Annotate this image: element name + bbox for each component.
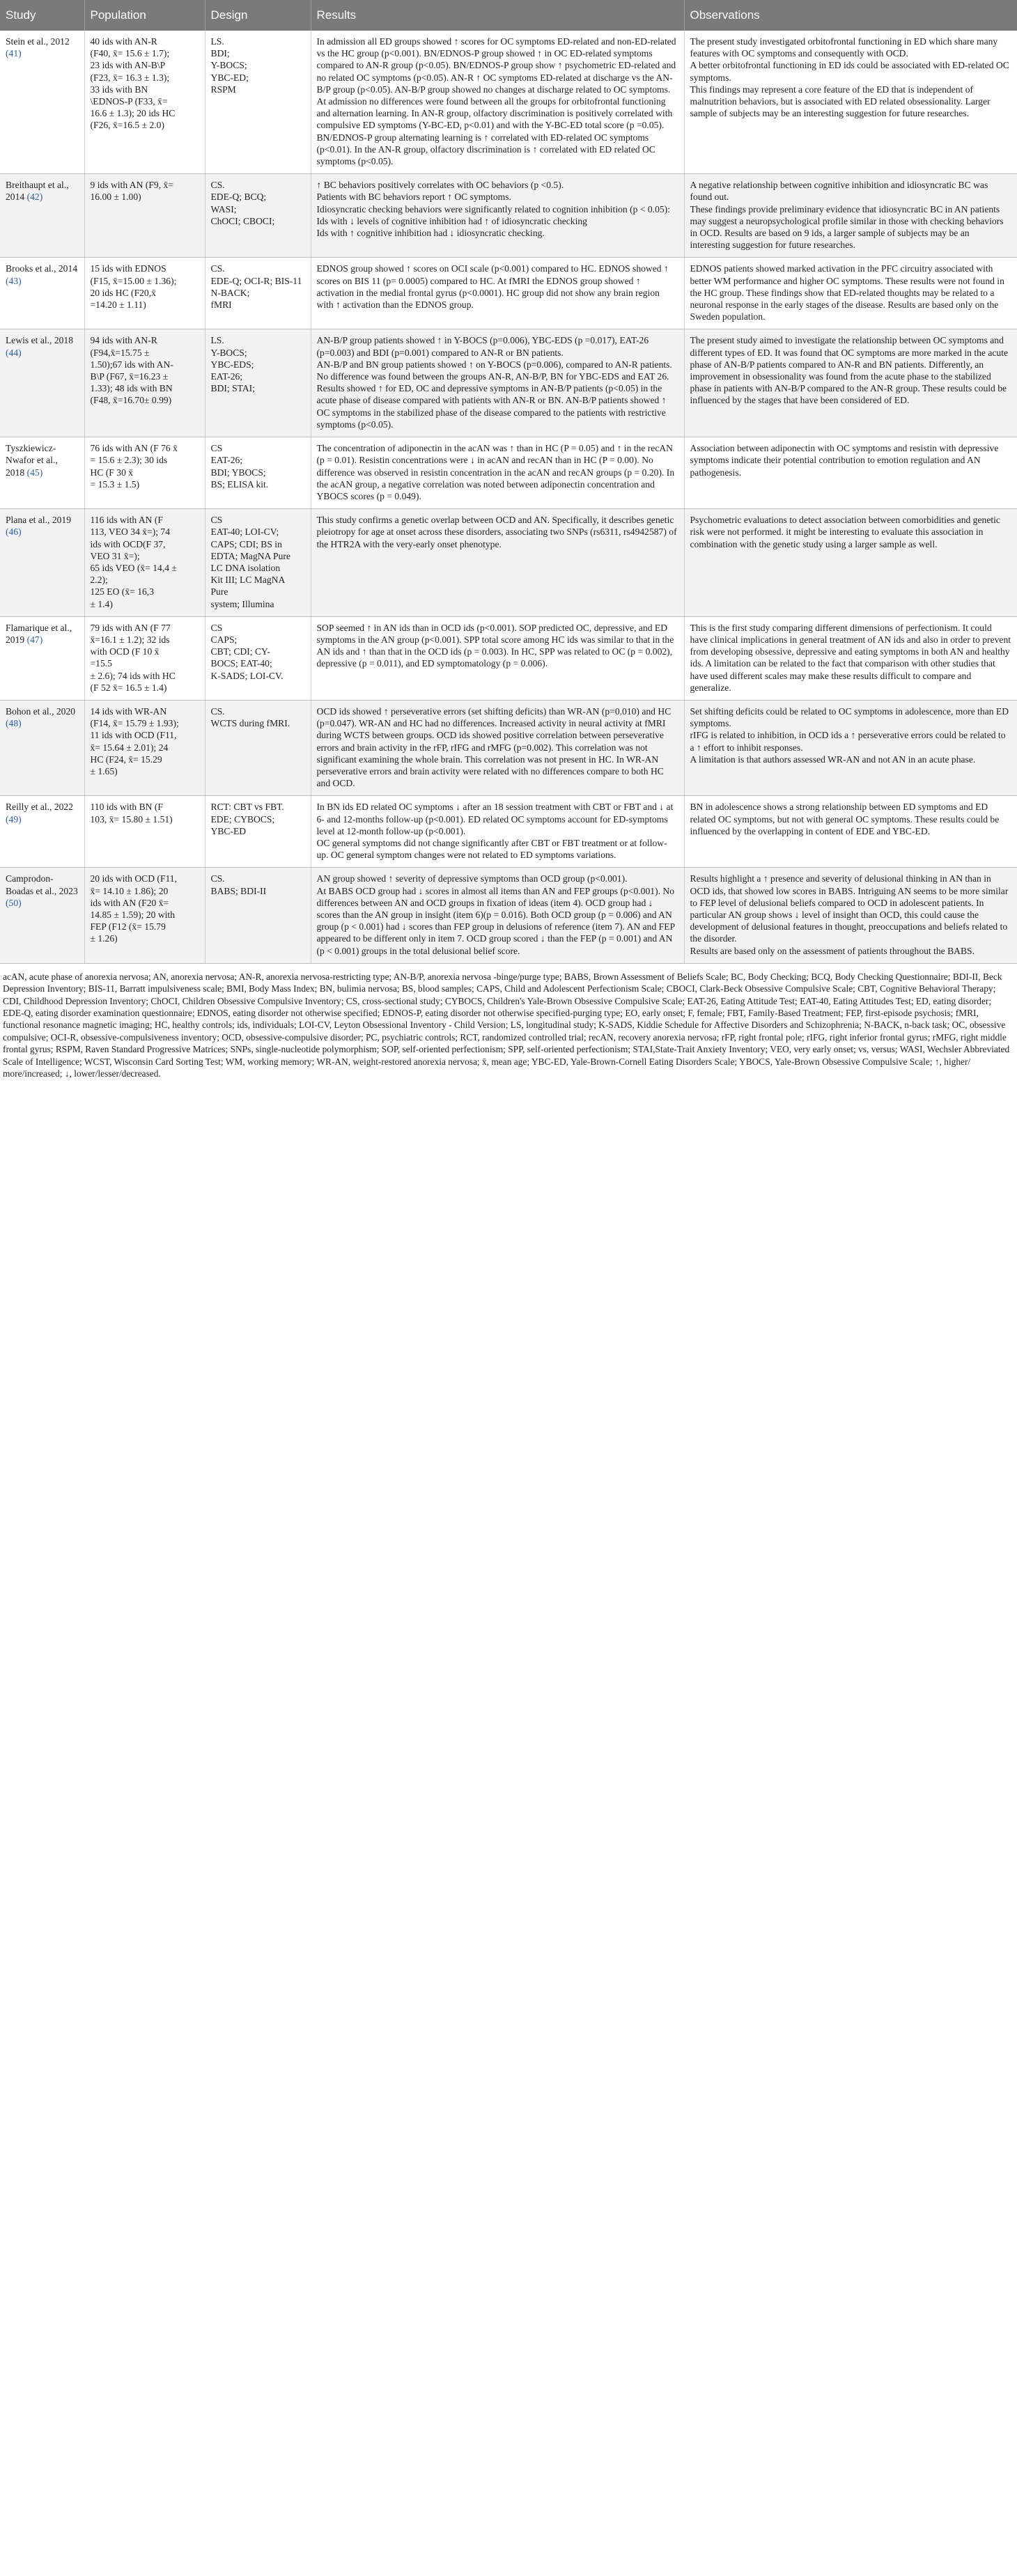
population-cell	[84, 31, 205, 174]
design-line: system; Illumina	[210, 598, 274, 609]
population-line: (F94,x̄=15.75 ±	[90, 347, 150, 358]
population-line: 14 ids with WR-AN	[90, 705, 167, 717]
study-name: Breithaupt et al., 2014	[6, 180, 69, 203]
design-line: EDE; CYBOCS;	[210, 813, 275, 825]
study-cell	[0, 700, 84, 795]
observations-cell: The present study aimed to investigate the relationship between OC symptoms and different types of ED. It was found that OC symptoms are more marked in the acute phase of AN-B/P patients compared to AN-R and BN patients. Differently, an improvement in obsessionality was found from the acute phase to the stabilized phase in patients with AN-B/P compared to the AN-R group. These results could be influenced by the stages that have been considered of ED.	[684, 329, 1017, 437]
study-reference-link[interactable]: (49)	[6, 813, 22, 825]
design-cell	[205, 700, 311, 795]
population-line: 79 ids with AN (F 77	[90, 622, 171, 633]
population-line: 1.50);67 ids with AN-	[90, 359, 173, 370]
table-row	[0, 258, 1017, 329]
observations-line: A negative relationship between cognitive inhibition and idiosyncratic BC was found out.	[690, 180, 988, 203]
design-line: CS	[210, 622, 223, 633]
population-line: (F15, x̄=15.00 ± 1.36);	[90, 275, 177, 286]
population-cell	[84, 796, 205, 868]
table-row	[0, 509, 1017, 617]
population-line: 103, x̄= 15.80 ± 1.51)	[90, 813, 173, 825]
study-name: Bohon et al., 2020	[6, 705, 76, 717]
design-line: YBC-ED	[210, 825, 247, 836]
population-line: 9 ids with AN (F9, x̄=	[90, 180, 173, 191]
design-line: CS.	[210, 263, 225, 274]
population-line: x̄= 15.64 ± 2.01); 24	[90, 742, 169, 753]
design-line: CBT; CDI; CY-	[210, 646, 270, 657]
study-cell	[0, 31, 84, 174]
study-reference-link[interactable]: (41)	[6, 48, 22, 59]
population-line: (F14, x̄= 15.79 ± 1.93);	[90, 718, 179, 729]
study-reference-link[interactable]: (47)	[26, 634, 43, 645]
population-line: (F26, x̄=16.5 ± 2.0)	[90, 120, 165, 131]
design-line: CAPS; CDI; BS in	[210, 538, 282, 549]
population-cell	[84, 174, 205, 258]
table-row	[0, 868, 1017, 963]
study-cell	[0, 174, 84, 258]
population-line: (F40, x̄= 15.6 ± 1.7);	[90, 48, 170, 59]
population-line: =14.20 ± 1.11)	[90, 299, 146, 311]
observations-cell: Psychometric evaluations to detect association between comorbidities and genetic risk were not performed. it might be interesting to evaluate this association in combination with the genetic study using a larger sample as well.	[684, 509, 1017, 617]
observations-line: A better orbitofrontal functioning in ED ids could be associated with ED-related OC symptoms.	[690, 60, 1009, 83]
results-cell: OCD ids showed ↑ perseverative errors (set shifting deficits) than WR-AN (p=0.010) and HC (p=0.047). WR-AN and HC had no differences. Increased activity in neural activity at fMRI during WCTS between groups. OCD ids showed positive correlation between perseverative errors and brain activity in the rFP, rIFG and rMFG (p=0.002). This correlation was not significant examining the whole brain. This correlation was not present in HC. In WR-AN perseverative errors and brain activity were related with no differences compare to both HC and OCD.	[311, 700, 684, 795]
design-line: BDI; YBOCS;	[210, 467, 266, 478]
study-cell	[0, 437, 84, 509]
table-body	[0, 31, 1017, 963]
population-line: (F23, x̄= 16.3 ± 1.3);	[90, 72, 170, 83]
results-cell	[311, 868, 684, 963]
design-line: Kit III; LC MagNA	[210, 575, 286, 586]
study-name: Plana et al., 2019	[6, 515, 72, 526]
population-cell	[84, 329, 205, 437]
design-cell	[205, 796, 311, 868]
population-line: 20 ids HC (F20,x̄	[90, 287, 156, 298]
header-observations: Observations	[684, 0, 1017, 31]
results-line: At BABS OCD group had ↓ scores in almost all items than AN and FEP groups (p<0.001). No differences between AN and OCD groups in fixation of ideas (item 4). OCD group had ↓ scores than the AN group in insight (item 6)(p = 0.016). Both OCD group (p = 0.006) and AN group (p < 0.001) had ↓ scores than FEP group in delusions of reference (item 7). AN and FEP appeared to be different only in item 7. OCD group scored ↓ than the FEP (p = 0.001) and AN (p < 0.001) groups in the total delusional belief score.	[316, 885, 675, 956]
population-line: 94 ids with AN-R	[90, 335, 157, 346]
population-line: ± 1.4)	[90, 598, 113, 609]
observations-line: This findings may represent a core feature of the ED that is independent of malnutrition behaviors, but is associated with ED related obsessionality. Larger sample of subjects may be an interesting suggestion for future researches.	[690, 84, 991, 119]
design-cell	[205, 329, 311, 437]
design-cell	[205, 509, 311, 617]
design-line: BABS; BDI-II	[210, 885, 267, 896]
page	[0, 0, 1017, 1084]
design-line: YBC-ED;	[210, 72, 249, 83]
design-line: BDI; STAI;	[210, 383, 255, 394]
population-line: \EDNOS-P (F33, x̄=	[90, 96, 168, 107]
design-line: WCTS during fMRI.	[210, 718, 290, 729]
population-line: 65 ids VEO (x̄= 14,4 ±	[90, 562, 177, 573]
results-line: OC general symptoms did not change significantly after CBT or FBT treatment or at follow-up. OC general symptom changes were not related to ED symptoms variations.	[316, 837, 667, 861]
study-name: Lewis et al., 2018	[6, 335, 74, 346]
study-cell	[0, 258, 84, 329]
population-line: ± 1.26)	[90, 933, 118, 944]
results-line: AN-B/P group patients showed ↑ in Y-BOCS (p=0.006), YBC-EDS (p =0.017), EAT-26 (p=0.003) and BDI (p=0.001) compared to AN-R or BN patients.	[316, 335, 649, 358]
study-name: Tyszkiewicz-Nwafor et al., 2018	[6, 443, 58, 478]
results-line: No difference was found between the groups AN-R, AN-B/P, BN for YBC-EDS and EAT 26.	[316, 371, 669, 382]
population-line: 14.85 ± 1.59); 20 with	[90, 910, 175, 920]
population-line: 125 EO (x̄= 16,3	[90, 586, 154, 598]
population-cell	[84, 868, 205, 963]
design-cell	[205, 868, 311, 963]
table-row	[0, 700, 1017, 795]
observations-line: A limitation is that authors assessed WR-AN and not AN in an acute phase.	[690, 754, 976, 765]
results-cell	[311, 796, 684, 868]
design-cell	[205, 437, 311, 509]
results-cell	[311, 329, 684, 437]
results-line: AN group showed ↑ severity of depressive symptoms than OCD group (p<0.001).	[316, 873, 628, 884]
observations-cell: BN in adolescence shows a strong relationship between ED symptoms and ED related OC symptoms, but not with general OC symptoms. These results could be influenced by the overlapping in content of EDE and YBC-ED.	[684, 796, 1017, 868]
design-line: CS	[210, 443, 223, 454]
header-results: Results	[311, 0, 684, 31]
results-cell: EDNOS group showed ↑ scores on OCI scale (p<0.001) compared to HC. EDNOS showed ↑ scores on BIS 11 (p= 0.0005) compared to HC. At fMRI the EDNOS group showed ↑ activation in the medial frontal gyrus (p<0.0001). HC group did not show any brain region with ↑ activation than the EDNOS group.	[311, 258, 684, 329]
table-row	[0, 796, 1017, 868]
study-name: Flamarique et al., 2019	[6, 622, 72, 645]
design-line: RSPM	[210, 84, 236, 95]
study-reference-link[interactable]: (45)	[26, 467, 43, 478]
observations-line: The present study investigated orbitofrontal functioning in ED which share many features with OC symptoms and consequently with OCD.	[690, 36, 998, 59]
design-line: EAT-26;	[210, 371, 243, 382]
population-line: 110 ids with BN (F	[90, 802, 163, 813]
observations-line: Results highlight a ↑ presence and severity of delusional thinking in AN than in OCD ids, that showed low scores in BABS. Intriguing AN seems to be more similar to FEP level of delusional beliefs compared to OCD in adolescent patients. In particular AN group shows ↓ level of insight than OCD, this could cause the development of delusional features in thought, preoccupations and beliefs related to the disorder.	[690, 873, 1009, 944]
study-reference-link[interactable]: (48)	[6, 718, 22, 729]
table-row	[0, 174, 1017, 258]
results-line: ↑ BC behaviors positively correlates with OC behaviors (p <0.5).	[316, 180, 564, 191]
table-row	[0, 437, 1017, 509]
observations-cell	[684, 868, 1017, 963]
design-line: LS.	[210, 335, 224, 346]
results-line: Patients with BC behaviors report ↑ OC symptoms.	[316, 192, 511, 203]
study-reference-link[interactable]: (46)	[6, 526, 22, 538]
design-line: YBC-EDS;	[210, 359, 254, 370]
design-line: EDE-Q; BCQ;	[210, 192, 267, 203]
observations-line: Set shifting deficits could be related to OC symptoms in adolescence, more than ED symptoms.	[690, 705, 1009, 729]
population-line: ids with OCD(F 37,	[90, 538, 166, 549]
results-cell	[311, 174, 684, 258]
design-line: ChOCI; CBOCI;	[210, 215, 275, 226]
results-line: Idiosyncratic checking behaviors were significantly related to cognition inhibition (p < 0.05):	[316, 203, 670, 214]
design-line: BS; ELISA kit.	[210, 478, 269, 490]
results-cell: This study confirms a genetic overlap between OCD and AN. Specifically, it describes genetic pleiotropy for age at onset across these disorders, associating two SNPs (rs6311, rs4942587) of the HTR2A with the very-early onset phenotype.	[311, 509, 684, 617]
results-line: Ids with ↑ cognitive inhibition had ↓ idiosyncratic checking.	[316, 228, 545, 239]
study-name: Brooks et al., 2014	[6, 263, 78, 274]
observations-line: rIFG is related to inhibition, in OCD ids a ↑ perseverative errors could be related to a ↑ effort to inhibit responses.	[690, 730, 1006, 753]
header-design: Design	[205, 0, 311, 31]
population-line: 116 ids with AN (F	[90, 515, 163, 526]
design-line: WASI;	[210, 203, 237, 214]
design-line: CS.	[210, 705, 225, 717]
population-line: =15.5	[90, 658, 112, 669]
table-row	[0, 329, 1017, 437]
population-line: 1.33); 48 ids with BN	[90, 383, 173, 394]
results-line: Results showed ↑ for ED, OC and depressive symptoms in AN-B/P patients (p<0.05) in the acute phase of disease compared with patients with AN-R or BN. AN-B/P patients showed ↑ OC symptoms in the stabilized phase of the disease compared to the patients with restrictive symptoms (p<0.05).	[316, 383, 667, 430]
header-study: Study	[0, 0, 84, 31]
design-line: EAT-40; LOI-CV;	[210, 526, 279, 538]
design-line: BDI;	[210, 48, 230, 59]
study-name: Stein et al., 2012	[6, 36, 70, 47]
design-line: K-SADS; LOI-CV.	[210, 670, 284, 681]
design-line: EDTA; MagNA Pure	[210, 550, 290, 561]
population-cell	[84, 700, 205, 795]
study-cell	[0, 796, 84, 868]
observations-cell: Association between adiponectin with OC symptoms and resistin with depressive symptoms indicate their potential contribution to emotion regulation and AN pathogenesis.	[684, 437, 1017, 509]
design-cell	[205, 31, 311, 174]
table-header-row	[0, 0, 1017, 31]
design-line: Y-BOCS;	[210, 347, 247, 358]
design-line: LS.	[210, 36, 224, 47]
observations-cell	[684, 31, 1017, 174]
design-line: CS	[210, 515, 223, 526]
study-name: Reilly et al., 2022	[6, 802, 74, 813]
design-line: CAPS;	[210, 634, 238, 645]
observations-line: Results are based only on the assessment of patients throughout the BABS.	[690, 945, 975, 956]
results-line: Ids with ↓ levels of cognitive inhibition had ↑ of idiosyncratic checking	[316, 215, 587, 226]
population-cell	[84, 509, 205, 617]
study-cell	[0, 329, 84, 437]
population-line: (F 52 x̄= 16.5 ± 1.4)	[90, 682, 167, 693]
population-line: 11 ids with OCD (F11,	[90, 730, 177, 741]
design-line: CS.	[210, 180, 225, 191]
observations-line: These findings provide preliminary evidence that idiosyncratic BC in AN patients may suggest a neuropsychological profile similar in those with checking behaviors in OCD. Results are based on 9 ids, a larger sample of subjects may be an interesting suggestion for future researches.	[690, 203, 1004, 251]
results-cell: The concentration of adiponectin in the acAN was ↑ than in HC (P = 0.05) and ↑ in the recAN (p = 0.01). Resistin concentrations were ↓ in acAN and recAN than in HC (P = 0.00). No difference was observed in resistin concentration in the acAN and recAN groups (p = 0.20). In the acAN group, a negative correlation was noted between adiponectin concentration and YBOCS scores (p = 0.049).	[311, 437, 684, 509]
study-cell	[0, 509, 84, 617]
population-line: 16.00 ± 1.00)	[90, 192, 141, 203]
population-line: 76 ids with AN (F 76 x̄	[90, 443, 178, 454]
table-row	[0, 616, 1017, 700]
population-line: ± 1.65)	[90, 765, 118, 776]
design-line: fMRI	[210, 299, 232, 311]
design-cell	[205, 616, 311, 700]
population-line: 2.2);	[90, 575, 108, 586]
population-line: 113, VEO 34 x̄=); 74	[90, 526, 171, 538]
population-line: with OCD (F 10 x̄	[90, 646, 160, 657]
design-line: LC DNA isolation	[210, 562, 281, 573]
population-line: (F48, x̄=16.70± 0.99)	[90, 395, 172, 406]
design-line: Pure	[210, 586, 228, 598]
results-cell: In admission all ED groups showed ↑ scores for OC symptoms ED-related and non-ED-related vs the HC group (p<0.001). BN/EDNOS-P group showed ↑ in OC ED-related symptoms compared to AN-R group (p<0.05). BN/EDNOS-P group show ↑ psychometric ED-related and no related OC symptoms (p<0.05). AN-R ↑ OC symptoms ED-related at discharge vs the AN-B/P group (p<0.05). AN-B/P group showed no changes at discharge related to OC symptoms. At admission no differences were found between all the groups for orbitofrontal functioning and alternation learning. In AN-R group, olfactory discrimination is positively correlated with compulsive ED symptoms (Y-BC-ED, p<0.01) and with the Y-BC-ED total score (p =0.05). BN/EDNOS-P group alternating learning is ↑ correlated with ED-related OC symptoms (p<0.01). In the AN-R group, olfactory discrimination is ↑ correlated with ED related OC symptoms (p<0.05).	[311, 31, 684, 174]
population-line: = 15.6 ± 2.3); 30 ids	[90, 455, 168, 466]
population-line: B\P (F67, x̄=16.23 ±	[90, 371, 169, 382]
study-reference-link[interactable]: (43)	[6, 275, 22, 286]
population-line: ids with AN (F20 x̄=	[90, 897, 169, 908]
study-reference-link[interactable]: (44)	[6, 347, 22, 358]
study-cell	[0, 868, 84, 963]
study-reference-link[interactable]: (42)	[26, 192, 43, 203]
studies-table	[0, 0, 1017, 964]
design-line: BOCS; EAT-40;	[210, 658, 272, 669]
design-line: EDE-Q; OCI-R; BIS-11	[210, 275, 302, 286]
population-line: = 15.3 ± 1.5)	[90, 478, 140, 490]
design-line: EAT-26;	[210, 455, 243, 466]
population-line: x̄= 14.10 ± 1.86); 20	[90, 885, 169, 896]
population-cell	[84, 437, 205, 509]
population-cell	[84, 616, 205, 700]
table-row	[0, 31, 1017, 174]
population-line: VEO 31 x̄=);	[90, 550, 140, 561]
design-line: N-BACK;	[210, 287, 250, 298]
population-cell	[84, 258, 205, 329]
observations-cell: This is the first study comparing different dimensions of perfectionism. It could have clinical implications in general treatment of AN ids and also in order to prevent from developing obsessive, depressive and eating symptoms in both AN and healthy ids. A limitation can be related to the fact that comparison with other studies that have used different scales may make these results difficult to compare and generalize.	[684, 616, 1017, 700]
header-population: Population	[84, 0, 205, 31]
design-cell	[205, 258, 311, 329]
design-line: RCT: CBT vs FBT.	[210, 802, 284, 813]
population-line: 40 ids with AN-R	[90, 36, 157, 47]
population-line: 23 ids with AN-B\P	[90, 60, 166, 71]
study-name: Camprodon-Boadas et al., 2023	[6, 873, 78, 896]
population-line: 20 ids with OCD (F11,	[90, 873, 177, 884]
population-line: x̄=16.1 ± 1.2); 32 ids	[90, 634, 170, 645]
observations-cell	[684, 174, 1017, 258]
design-cell	[205, 174, 311, 258]
design-line: Y-BOCS;	[210, 60, 247, 71]
population-line: FEP (F12 (x̄= 15.79	[90, 921, 166, 932]
study-reference-link[interactable]: (50)	[6, 897, 22, 908]
observations-cell	[684, 700, 1017, 795]
results-line: In BN ids ED related OC symptoms ↓ after an 18 session treatment with CBT or FBT and ↓ at 6- and 12-months follow-up (p<0.001). ED related OC symptoms account for ED-symptoms level at 12-month follow-up (p<0.001).	[316, 802, 674, 836]
population-line: HC (F 30 x̄	[90, 467, 134, 478]
population-line: 33 ids with BN	[90, 84, 148, 95]
population-line: ± 2.6); 74 ids with HC	[90, 670, 176, 681]
population-line: HC (F24, x̄= 15.29	[90, 754, 162, 765]
population-line: 16.6 ± 1.3); 20 ids HC	[90, 108, 176, 119]
results-line: AN-B/P and BN group patients showed ↑ on Y-BOCS (p=0.006), compared to AN-R patients.	[316, 359, 672, 370]
results-cell: SOP seemed ↑ in AN ids than in OCD ids (p<0.001). SOP predicted OC, depressive, and ED symptoms in the AN group (p<0.001). SPP total score among HC ids was similar to that in the AN ids and ↑ than that in the OCD ids (p = 0.003). In HC, SPP was related to OC (p = 0.002), depressive (p = 0.011), and ED symptomatology (p = 0.006).	[311, 616, 684, 700]
population-line: 15 ids with EDNOS	[90, 263, 166, 274]
study-cell	[0, 616, 84, 700]
abbreviations-footnote: acAN, acute phase of anorexia nervosa; AN, anorexia nervosa; AN-R, anorexia nervosa-restricting type; AN-B/P, anorexia nervosa -binge/purge type; BABS, Brown Assessment of Beliefs Scale; BC, Body Checking; BCQ, Body Checking Questionnaire; BDI-II, Beck Depression Inventory; BIS-11, Barratt impulsiveness scale; BMI, Body Mass Index; BN, bulimia nervosa; BS, blood samples; CAPS, Child and Adolescent Perfectionism Scale; CBOCI, Clark-Beck Obsessive Compulsive Scale; CBT, Cognitive Behavioral Therapy; CDI, Childhood Depression Inventory; ChOCI, Children Obsessive Compulsive Inventory; CS, cross-sectional study; CYBOCS, Children's Yale-Brown Obsessive Compulsive Scale; EAT-26, Eating Attitude Test; EAT-40, Eating Attitudes Test; ED, eating disorder; EDE-Q, eating disorder examination questionnaire; EDNOS, eating disorder not otherwise specified; EDNOS-P, eating disorder not otherwise specified-purging type; EO, early onset; F, female; FBT, Family-Based Treatment; FEP, first-episode psychosis; fMRI, functional resonance magnetic imaging; HC, healthy controls; ids, individuals; LOI-CV, Leyton Obsessional Inventory - Child Version; LS, longitudinal study; K-SADS, Kiddie Schedule for Affective Disorders and Schizophrenia; N-BACK, n-back task; OC, obsessive compulsive; OCI-R, obsessive-compulsiveness inventory; OCD, obsessive-compulsive disorder; PC, psychiatric controls; RCT, randomized controlled trial; recAN, recovery anorexia nervosa; rFP, right frontal pole; rIFG, right inferior frontal gyrus; rMFG, right middle frontal gyrus; RSPM, Raven Standard Progressive Matrices; SNPs, single-nucleotide polymorphism; SOP, self-oriented perfectionism; SPP, self-oriented perfectionism; STAI,State-Trait Anxiety Inventory; VEO, very early onset; vs, versus; WASI, Wechsler Abbreviated Scale of Intelligence; WCST, Wisconsin Card Sorting Test; WM, working memory; WR-AN, weight-restored anorexia nervosa; x̄, mean age; YBC-ED, Yale-Brown-Cornell Eating Disorders Scale; YBOCS, Yale-Brown Obsessive Compulsive Scale; ↑, higher/ more/increased; ↓, lower/lesser/decreased.	[3, 971, 1010, 1079]
observations-cell: EDNOS patients showed marked activation in the PFC circuitry associated with better WM performance and higher OC symptoms. These results were not found in the HC group. These findings show that ED-related thoughts may be related to a neuronal response in the early stages of the disease. Results are based only on the Sweden population.	[684, 258, 1017, 329]
design-line: CS.	[210, 873, 225, 884]
